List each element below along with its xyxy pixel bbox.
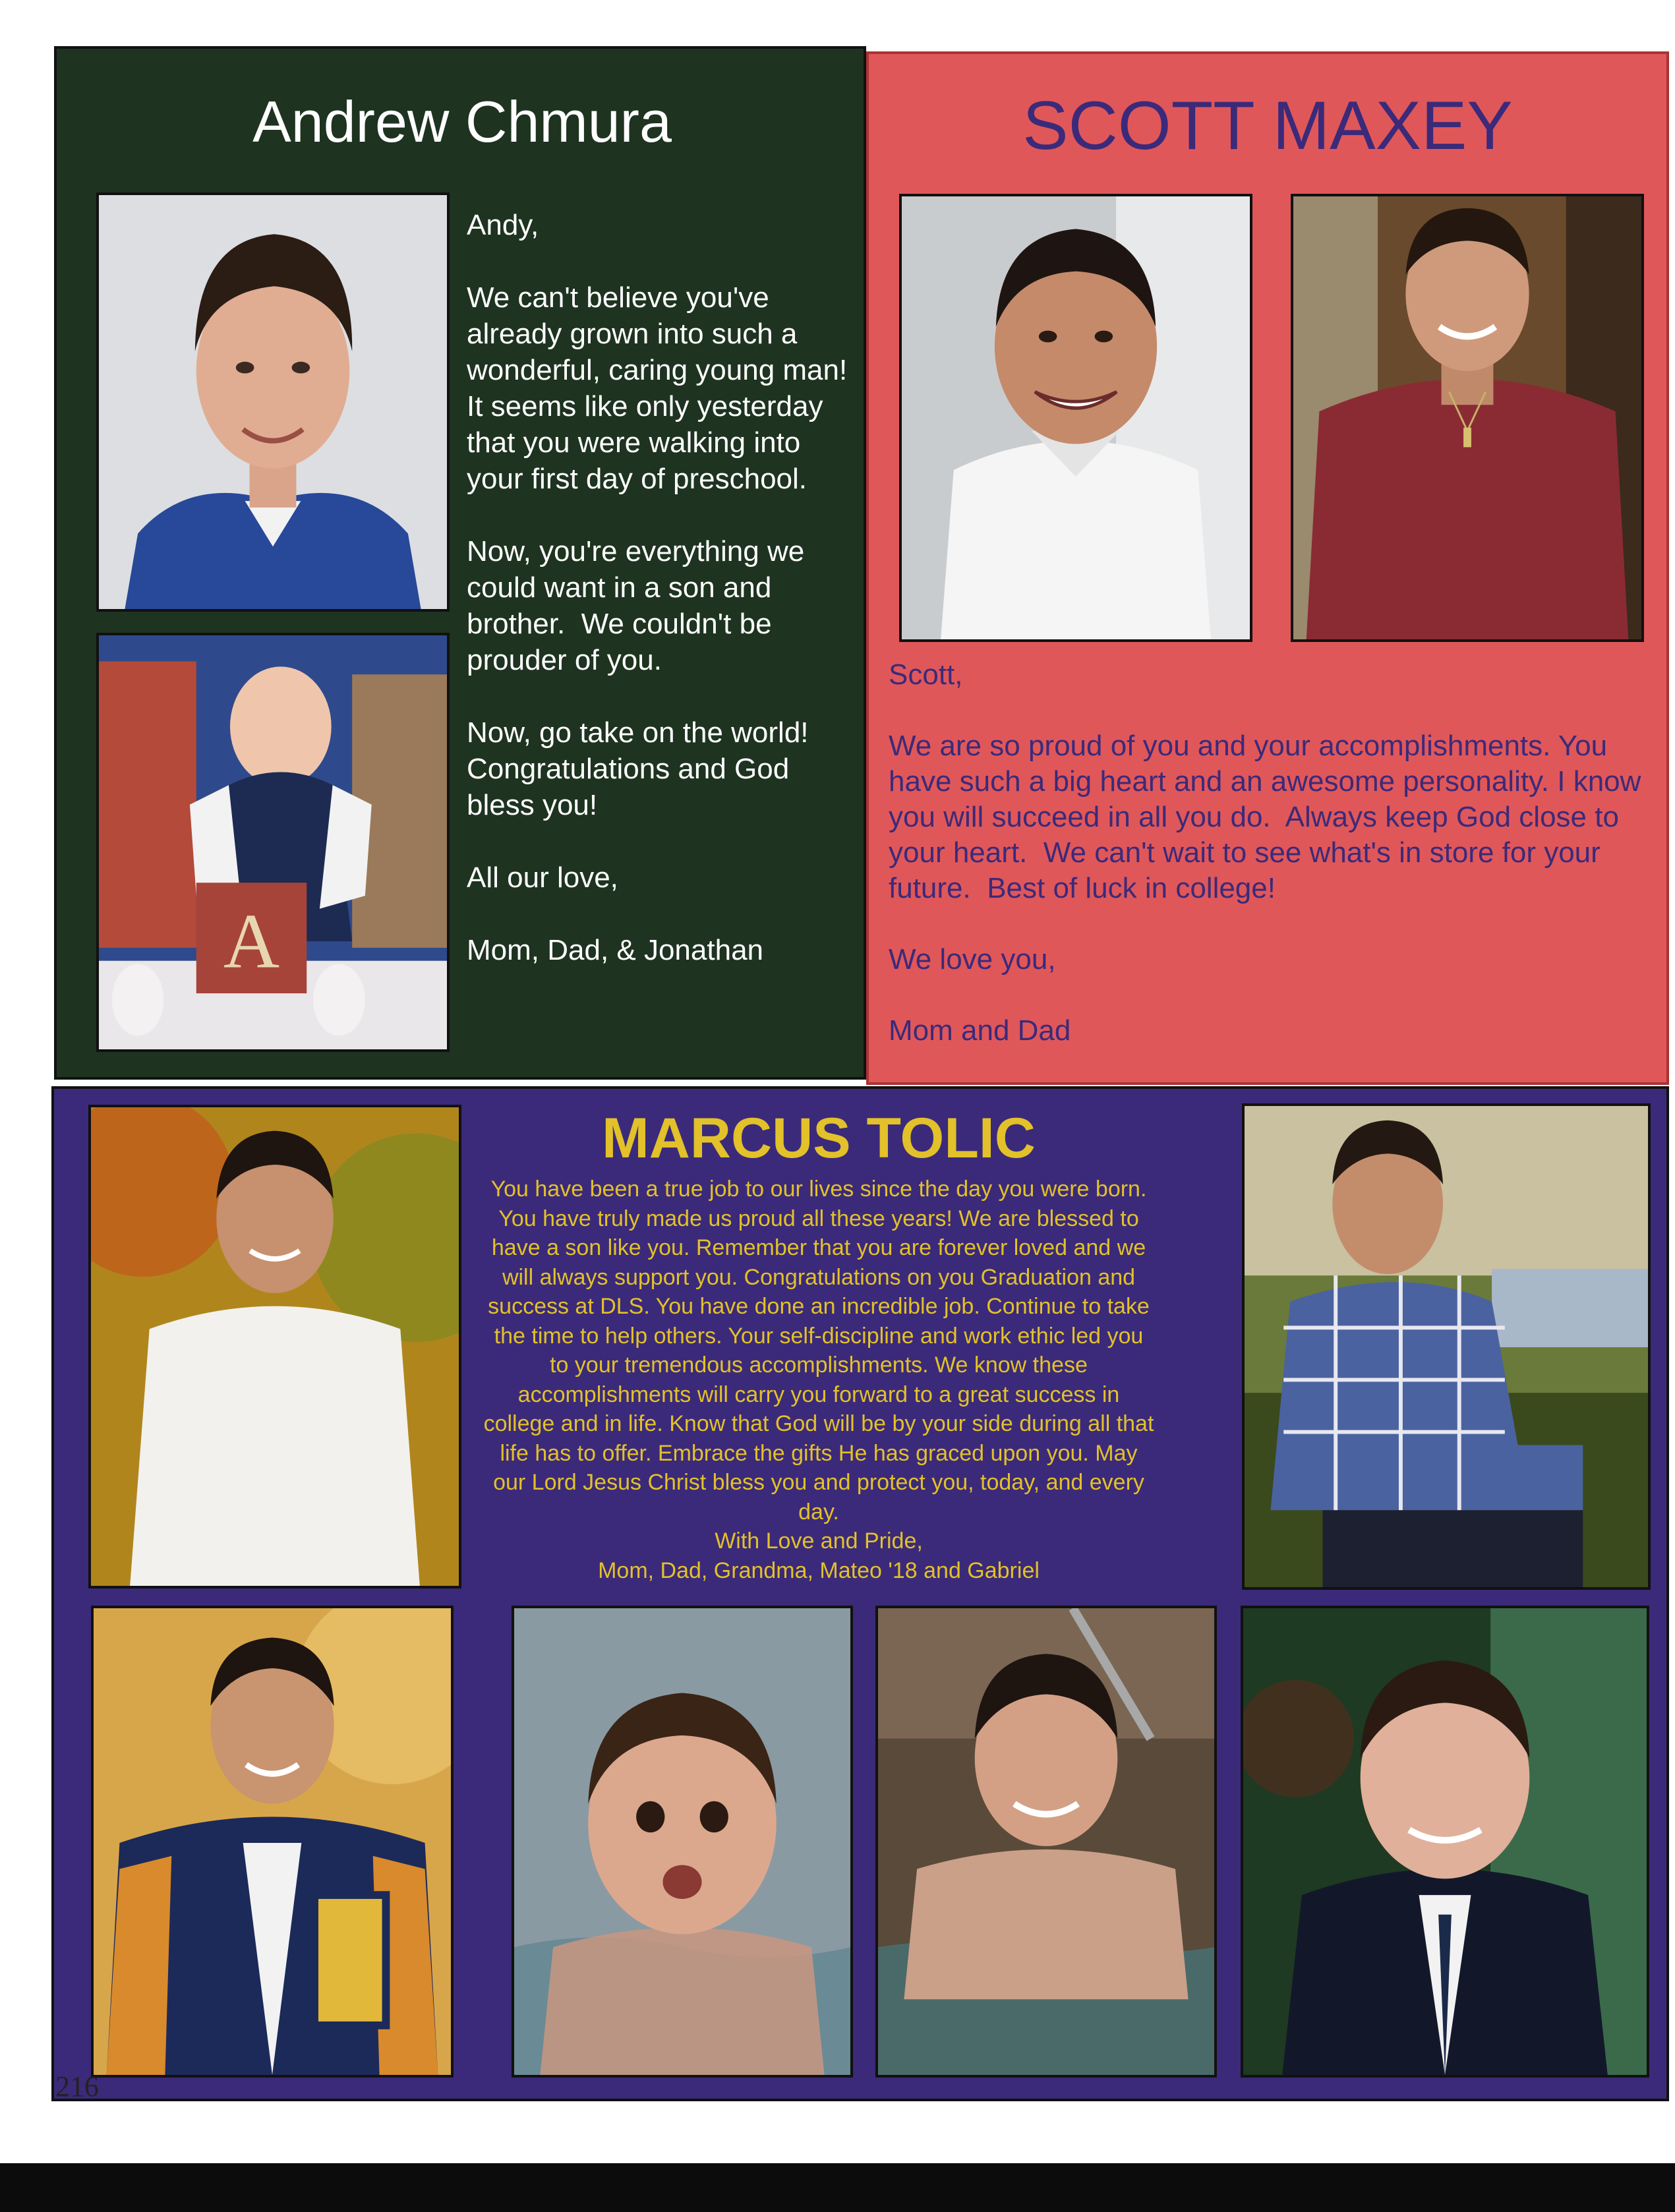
scott-name-heading: SCOTT MAXEY [1022,88,1513,164]
scott-maxey-panel [866,51,1669,1085]
page-number: 216 [55,2070,99,2103]
marcus-white-shirt-photo [88,1105,461,1588]
scott-child-photo [899,194,1252,642]
marcus-name-heading: MARCUS TOLIC [602,1107,1036,1170]
marcus-letter-text: You have been a true job to our lives since the day you were born. You have truly made us proud all these years! We are blessed to have a son like you. Remember that you are forever loved and we will always support you. Congratulations on you Graduation and success at DLS. You have done an incredible job. Continue to take the time to help others. Your self-discipline and work ethic led you to your tremendous accomplishments. We know these accomplishments will carry you forward to a great success in college and in life. Know that God will be by your side during all that life has to offer. Embrace the gifts He has graced upon you. May our Lord Jesus Christ bless you and protect you, today, and every day. With Love and Pride, Mom, Dad, Grandma, Mateo '18 and Gabriel [483,1177,1154,1583]
andrew-name-heading: Andrew Chmura [252,89,672,154]
marcus-letterman-jacket-photo [91,1606,454,2078]
marcus-tolic-panel [51,1086,1669,2101]
marcus-child-pool-photo [512,1606,853,2078]
marcus-child-suit-photo [1241,1606,1649,2078]
marcus-plaid-shirt-photo [1242,1103,1651,1590]
andrew-senior-portrait-photo [96,192,450,612]
andrew-baby-photo [96,633,450,1052]
bottom-scan-band [0,2163,1675,2212]
scott-letter-text: Scott, We are so proud of you and your accomplishments. You have such a big heart and an awesome personality. I know you will succeed in all you do. Always keep God close to your heart. We can't wait to see what's in store for your future. Best of luck in college! We love you, Mom and Dad [889,658,1641,1047]
marcus-senior-pool-photo [875,1606,1217,2078]
andrew-chmura-panel [54,46,866,1080]
svg-text:A: A [223,898,280,985]
scott-senior-photo [1291,194,1644,642]
andrew-letter-text: Andy, We can't believe you've already grown into such a wonderful, caring young man! It seems like only yesterday that you were walking into your first day of preschool. Now, you're everything we could want in a son and brother. We couldn't be prouder of you. Now, go take on the world! Congratulations and God bless you! All our love, Mom, Dad, & Jonathan [467,209,848,966]
